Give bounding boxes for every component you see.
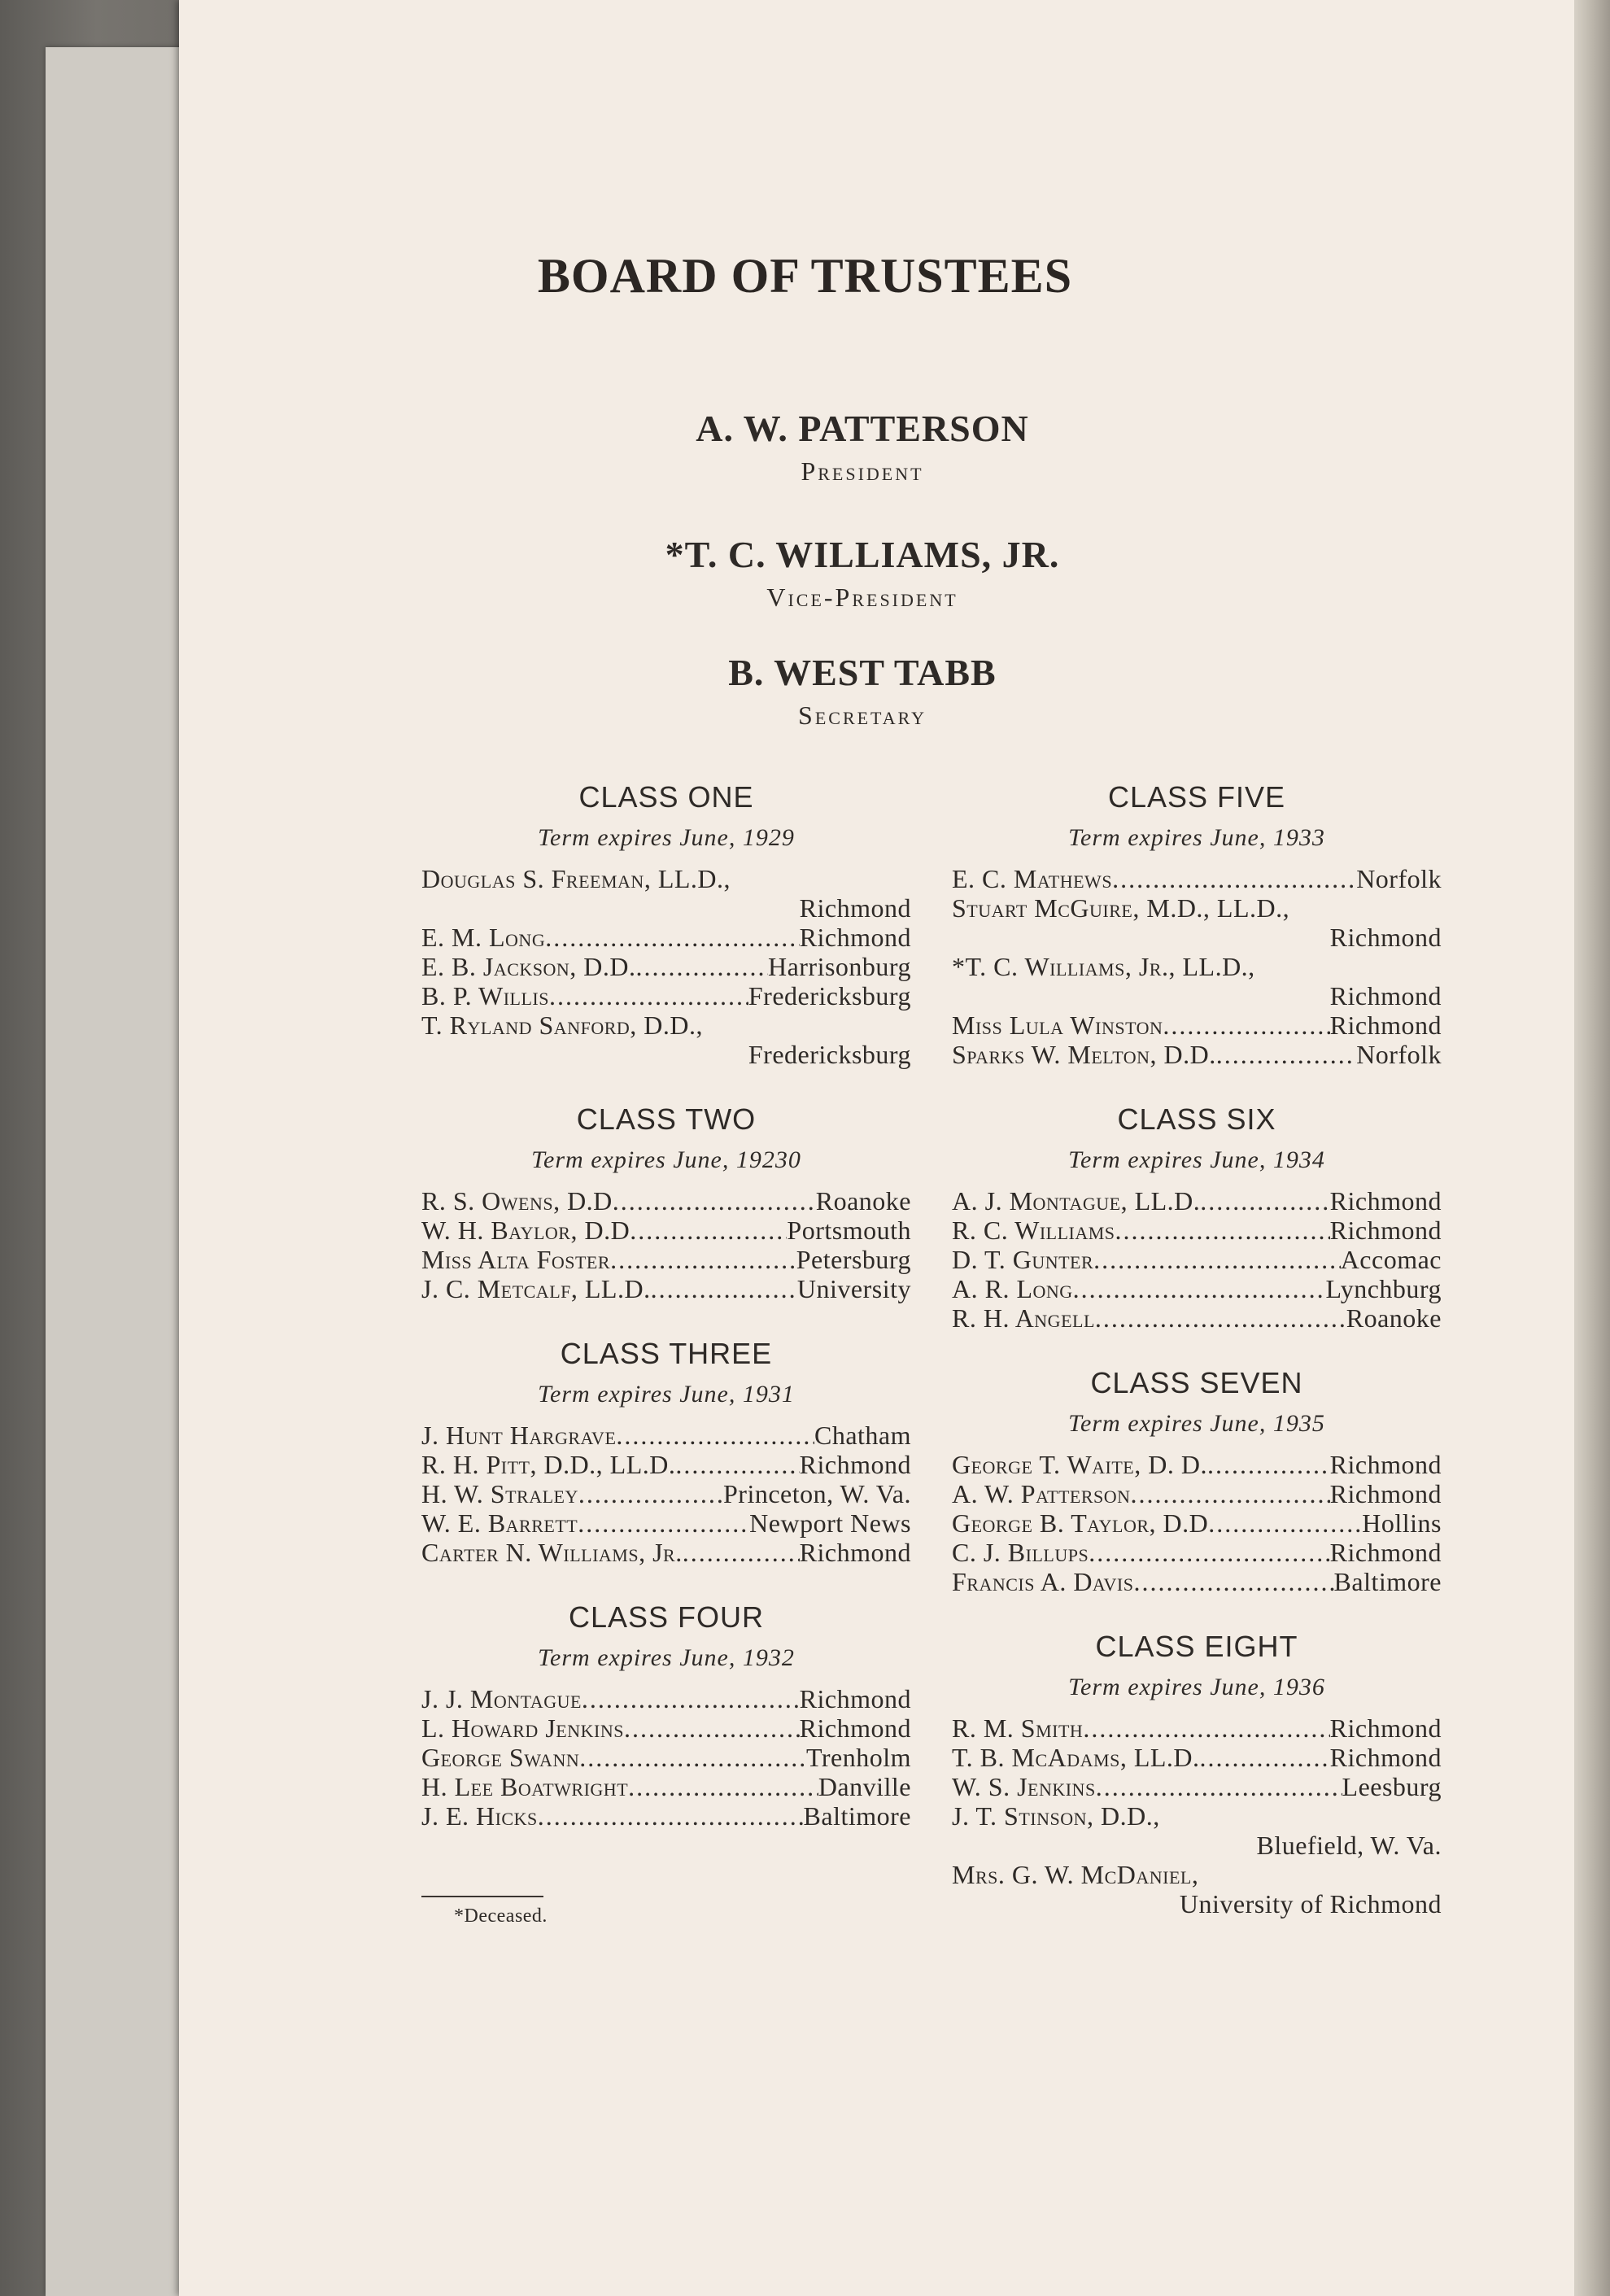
left-column — [421, 779, 911, 1863]
leader-dots — [1089, 1538, 1329, 1567]
member-entry — [952, 1743, 1442, 1772]
leader-dots — [630, 1216, 787, 1245]
member-place: Portsmouth — [787, 1216, 911, 1245]
member-place: Richmond — [1329, 1011, 1442, 1040]
member-entry — [952, 1303, 1442, 1333]
class-term: Term expires June, 1929 — [538, 824, 795, 851]
member-line — [952, 1860, 1442, 1889]
member-entry — [421, 1684, 911, 1713]
member-place: Roanoke — [1346, 1303, 1442, 1333]
member-line — [421, 1421, 911, 1450]
member-place: Chatham — [814, 1421, 911, 1450]
leader-dots — [636, 952, 768, 981]
member-line — [421, 864, 911, 893]
leader-dots — [1208, 1508, 1362, 1538]
member-name: W. S. Jenkins — [952, 1772, 1096, 1801]
leader-dots — [1115, 1216, 1330, 1245]
member-line — [421, 1274, 911, 1303]
member-line — [421, 1684, 911, 1713]
leader-dots — [1163, 1011, 1329, 1040]
member-entry — [421, 1508, 911, 1538]
member-place: Newport News — [749, 1508, 911, 1538]
member-list — [952, 1713, 1442, 1918]
member-line — [952, 1538, 1442, 1567]
officer-name: B. WEST TABB — [728, 652, 997, 693]
member-entry — [952, 1567, 1442, 1596]
member-entry — [952, 1479, 1442, 1508]
member-place: Accomac — [1340, 1245, 1442, 1274]
leader-dots — [1093, 1245, 1341, 1274]
class-term: Term expires June, 1932 — [538, 1644, 795, 1671]
member-list — [952, 1186, 1442, 1333]
member-place: Bluefield, W. Va. — [1256, 1831, 1442, 1860]
member-name: D. T. Gunter — [952, 1245, 1094, 1274]
class-title: CLASS TWO — [576, 1102, 757, 1136]
member-place: Lynchburg — [1325, 1274, 1442, 1303]
class-term: Term expires June, 1933 — [1068, 824, 1325, 851]
member-list — [421, 864, 911, 1069]
member-place: Richmond — [1329, 1743, 1442, 1772]
footnote: *Deceased. — [454, 1905, 548, 1927]
member-line — [952, 1216, 1442, 1245]
member-line — [421, 923, 911, 952]
member-line — [952, 1040, 1442, 1069]
member-line — [421, 1801, 911, 1831]
member-place: Richmond — [799, 893, 911, 923]
leader-dots — [1216, 1040, 1356, 1069]
member-place: University — [796, 1274, 911, 1303]
member-entry — [952, 1508, 1442, 1538]
member-entry — [952, 893, 1442, 952]
leader-dots — [683, 1538, 800, 1567]
class-title: CLASS FOUR — [568, 1600, 765, 1634]
member-line — [952, 1743, 1442, 1772]
member-line — [952, 1011, 1442, 1040]
officer-role: Secretary — [798, 701, 927, 730]
member-entry — [952, 1011, 1442, 1040]
member-place: Norfolk — [1356, 1040, 1442, 1069]
member-entry — [421, 1450, 911, 1479]
member-name: C. J. Billups — [952, 1538, 1089, 1567]
member-place: Richmond — [799, 1450, 911, 1479]
member-name: R. H. Pitt, D.D., LL.D. — [421, 1450, 676, 1479]
member-place: Richmond — [1329, 1713, 1442, 1743]
member-name: J. J. Montague — [421, 1684, 582, 1713]
officer-president — [0, 407, 1610, 487]
member-name: J. E. Hicks — [421, 1801, 538, 1831]
footnote-rule — [421, 1896, 543, 1897]
officer-secretary — [0, 651, 1610, 731]
member-name: Francis A. Davis — [952, 1567, 1134, 1596]
leader-dots — [651, 1274, 797, 1303]
member-place: Richmond — [1329, 981, 1442, 1011]
member-line — [421, 952, 911, 981]
member-place: Trenholm — [805, 1743, 911, 1772]
member-entry — [421, 1186, 911, 1216]
member-entry — [421, 1274, 911, 1303]
member-line — [952, 1801, 1442, 1831]
member-place: Fredericksburg — [748, 1040, 911, 1069]
trustee-class — [952, 1629, 1442, 1918]
member-entry — [952, 952, 1442, 1011]
member-line — [421, 1772, 911, 1801]
member-line — [421, 1538, 911, 1567]
leader-dots — [1200, 1743, 1330, 1772]
member-line — [421, 1450, 911, 1479]
member-entry — [421, 1772, 911, 1801]
member-name: W. H. Baylor, D.D — [421, 1216, 630, 1245]
member-name: J. C. Metcalf, LL.D. — [421, 1274, 651, 1303]
leader-dots — [549, 981, 748, 1011]
leader-dots — [1095, 1303, 1346, 1333]
member-line — [952, 952, 1442, 981]
member-name: Stuart McGuire, M.D., LL.D., — [952, 893, 1290, 923]
class-title: CLASS FIVE — [1107, 780, 1286, 814]
trustee-class — [952, 1365, 1442, 1596]
member-line — [952, 1772, 1442, 1801]
leader-dots — [578, 1479, 723, 1508]
member-place: Leesburg — [1342, 1772, 1442, 1801]
officer-name: *T. C. WILLIAMS, JR. — [665, 534, 1060, 575]
member-name: T. Ryland Sanford, D.D., — [421, 1011, 703, 1040]
member-entry — [421, 1743, 911, 1772]
member-list — [421, 1186, 911, 1303]
page-title: BOARD OF TRUSTEES — [537, 249, 1073, 303]
member-place: Hollins — [1362, 1508, 1442, 1538]
class-term: Term expires June, 1935 — [1068, 1410, 1325, 1437]
member-place: Richmond — [1329, 1538, 1442, 1567]
member-list — [421, 1684, 911, 1831]
member-place: Richmond — [1329, 1450, 1442, 1479]
member-entry — [421, 1479, 911, 1508]
member-entry — [952, 1538, 1442, 1567]
member-name: George B. Taylor, D.D — [952, 1508, 1209, 1538]
member-place: Petersburg — [796, 1245, 911, 1274]
member-place: Roanoke — [815, 1186, 911, 1216]
member-line — [421, 1508, 911, 1538]
member-name: T. B. McAdams, LL.D. — [952, 1743, 1200, 1772]
member-place: Richmond — [1329, 1216, 1442, 1245]
member-line — [952, 864, 1442, 893]
member-entry — [421, 1538, 911, 1567]
member-name: Carter N. Williams, Jr. — [421, 1538, 683, 1567]
member-line — [952, 1508, 1442, 1538]
page-edge — [1574, 0, 1610, 2296]
leader-dots — [579, 1743, 806, 1772]
member-place: Richmond — [799, 1684, 911, 1713]
member-list — [952, 1450, 1442, 1596]
member-place: Richmond — [1329, 1186, 1442, 1216]
trustee-class — [421, 779, 911, 1069]
member-place: Richmond — [1329, 1479, 1442, 1508]
member-entry — [952, 1801, 1442, 1860]
class-term: Term expires June, 1931 — [538, 1381, 795, 1408]
trustee-class — [952, 779, 1442, 1069]
class-title: CLASS SEVEN — [1090, 1366, 1303, 1399]
member-name: B. P. Willis — [421, 981, 549, 1011]
member-place: Danville — [818, 1772, 911, 1801]
member-entry — [421, 1245, 911, 1274]
leader-dots — [1073, 1274, 1326, 1303]
member-line — [421, 1216, 911, 1245]
member-entry — [952, 1713, 1442, 1743]
member-line — [952, 893, 1442, 923]
member-entry — [421, 864, 911, 923]
member-place: Norfolk — [1356, 864, 1442, 893]
member-name: Douglas S. Freeman, LL.D., — [421, 864, 731, 893]
member-entry — [421, 981, 911, 1011]
officer-role: President — [801, 456, 924, 486]
member-name: Sparks W. Melton, D.D. — [952, 1040, 1216, 1069]
leader-dots — [1096, 1772, 1342, 1801]
member-place: Harrisonburg — [767, 952, 911, 981]
member-list — [421, 1421, 911, 1567]
member-name: R. M. Smith — [952, 1713, 1084, 1743]
member-entry — [952, 1245, 1442, 1274]
member-entry — [952, 864, 1442, 893]
class-title: CLASS THREE — [560, 1337, 773, 1370]
member-place: University of Richmond — [1179, 1889, 1442, 1918]
member-name: George T. Waite, D. D. — [952, 1450, 1207, 1479]
member-name: George Swann — [421, 1743, 580, 1772]
member-name: L. Howard Jenkins — [421, 1713, 624, 1743]
member-entry — [952, 1450, 1442, 1479]
member-name: H. Lee Boatwright — [421, 1772, 629, 1801]
leader-dots — [1133, 1567, 1333, 1596]
member-name: A. J. Montague, LL.D. — [952, 1186, 1201, 1216]
class-term: Term expires June, 19230 — [531, 1146, 801, 1173]
member-line — [952, 1450, 1442, 1479]
member-line — [421, 981, 911, 1011]
member-name: E. M. Long — [421, 923, 546, 952]
leader-dots — [624, 1713, 800, 1743]
member-place: Richmond — [799, 1713, 911, 1743]
member-name: E. B. Jackson, D.D. — [421, 952, 636, 981]
class-title: CLASS EIGHT — [1095, 1630, 1298, 1663]
member-entry — [421, 1713, 911, 1743]
member-place: Fredericksburg — [748, 981, 911, 1011]
trustee-class — [421, 1600, 911, 1831]
member-name: W. E. Barrett — [421, 1508, 578, 1538]
trustee-class — [952, 1102, 1442, 1333]
officer-role: Vice-President — [766, 583, 958, 612]
class-title: CLASS ONE — [578, 780, 754, 814]
member-name: A. W. Patterson — [952, 1479, 1131, 1508]
member-place: Richmond — [799, 1538, 911, 1567]
officer-vice-president — [0, 533, 1610, 613]
member-place: Baltimore — [803, 1801, 911, 1831]
class-title: CLASS SIX — [1117, 1102, 1276, 1136]
member-name: E. C. Mathews — [952, 864, 1113, 893]
member-name: Miss Alta Foster — [421, 1245, 611, 1274]
member-name: Miss Lula Winston — [952, 1011, 1163, 1040]
member-line — [952, 1274, 1442, 1303]
member-place: Richmond — [799, 923, 911, 952]
leader-dots — [1200, 1186, 1329, 1216]
leader-dots — [613, 1186, 816, 1216]
right-column — [952, 779, 1442, 1951]
leader-dots — [1131, 1479, 1330, 1508]
member-name: R. C. Williams — [952, 1216, 1115, 1245]
class-term: Term expires June, 1936 — [1068, 1674, 1325, 1700]
member-place: Baltimore — [1333, 1567, 1442, 1596]
member-line — [421, 1743, 911, 1772]
leader-dots — [1207, 1450, 1330, 1479]
member-entry — [952, 1186, 1442, 1216]
leader-dots — [582, 1684, 800, 1713]
member-line — [421, 1186, 911, 1216]
member-entry — [421, 1421, 911, 1450]
member-name: A. R. Long — [952, 1274, 1073, 1303]
member-entry — [421, 952, 911, 981]
leader-dots — [675, 1450, 799, 1479]
member-entry — [952, 1216, 1442, 1245]
leader-dots — [610, 1245, 796, 1274]
leader-dots — [578, 1508, 749, 1538]
member-entry — [952, 1772, 1442, 1801]
member-line — [421, 1713, 911, 1743]
member-line — [952, 1479, 1442, 1508]
member-entry — [952, 1860, 1442, 1918]
member-name: J. T. Stinson, D.D., — [952, 1801, 1160, 1831]
member-line — [952, 1303, 1442, 1333]
trustee-class — [421, 1102, 911, 1303]
member-line — [421, 1011, 911, 1040]
leader-dots — [538, 1801, 804, 1831]
member-line — [421, 1245, 911, 1274]
member-name: R. S. Owens, D.D — [421, 1186, 613, 1216]
member-line — [952, 1713, 1442, 1743]
member-name: *T. C. Williams, Jr., LL.D., — [952, 952, 1255, 981]
leader-dots — [1112, 864, 1356, 893]
member-place: Princeton, W. Va. — [722, 1479, 911, 1508]
member-name: J. Hunt Hargrave — [421, 1421, 617, 1450]
member-name: R. H. Angell — [952, 1303, 1095, 1333]
leader-dots — [545, 923, 799, 952]
member-entry — [421, 923, 911, 952]
member-name: H. W. Straley — [421, 1479, 578, 1508]
member-line — [952, 1567, 1442, 1596]
member-list — [952, 864, 1442, 1069]
member-line — [952, 1245, 1442, 1274]
member-entry — [421, 1216, 911, 1245]
member-entry — [421, 1801, 911, 1831]
member-entry — [952, 1274, 1442, 1303]
trustee-class — [421, 1336, 911, 1567]
leader-dots — [616, 1421, 814, 1450]
member-line — [952, 1186, 1442, 1216]
class-term: Term expires June, 1934 — [1068, 1146, 1325, 1173]
member-entry — [421, 1011, 911, 1069]
member-entry — [952, 1040, 1442, 1069]
leader-dots — [628, 1772, 818, 1801]
member-name: Mrs. G. W. McDaniel, — [952, 1860, 1199, 1889]
leader-dots — [1083, 1713, 1329, 1743]
officer-name: A. W. PATTERSON — [696, 408, 1029, 449]
member-line — [421, 1479, 911, 1508]
member-place: Richmond — [1329, 923, 1442, 952]
